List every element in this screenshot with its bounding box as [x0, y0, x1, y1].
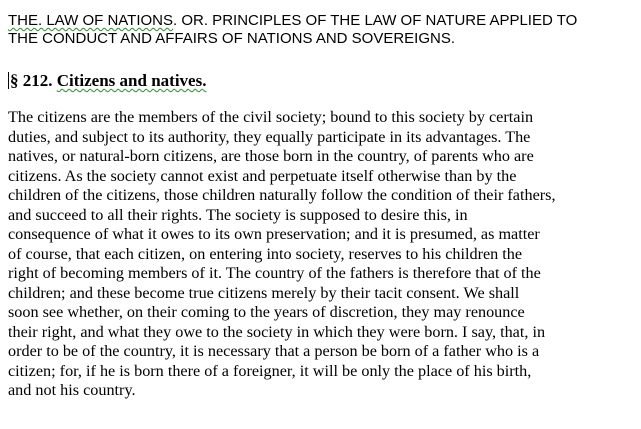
section-number: 212. — [18, 71, 57, 90]
paragraph-line: and succeed to all their rights. The society is supposed to desire this, in — [8, 205, 468, 224]
paragraph-line: citizens. As the society cannot exist and perpetuate itself otherwise than by the — [8, 166, 517, 185]
paragraph-line: citizen; for, if he is born there of a foreigner, it will be only the place of his birth, — [8, 361, 532, 380]
paragraph-line: children; and these become true citizens merely by their tacit consent. We shall — [8, 283, 520, 302]
title-line-2: THE CONDUCT AND AFFAIRS OF NATIONS AND SOVEREIGNS. — [8, 30, 456, 47]
paragraph-line: consequence of what it owes to its own preservation; and it is presumed, as matter — [8, 225, 540, 243]
paragraph-line: children of the citizens, those children naturally follow the condition of their fathers, — [8, 186, 556, 204]
paragraph-line: The citizens are the members of the civil society; bound to this society by certain — [8, 108, 534, 126]
paragraph-line: right of becoming members of it. The country of the fathers is therefore that of the — [8, 264, 541, 282]
paragraph-line: their right, and what they owe to the society in which they were born. I say, that, in — [8, 322, 546, 341]
section-symbol: § — [10, 71, 19, 90]
paragraph-line: soon see whether, on their coming to the years of discretion, they may renounce — [8, 303, 525, 321]
paragraph-line: natives, or natural-born citizens, are those born in the country, of parents who are — [8, 147, 534, 165]
title-segment: . OR. PRINCIPLES OF THE LAW OF NATURE APPLIED TO — [173, 12, 578, 29]
text-cursor — [8, 72, 9, 89]
title-spellcheck-segment: THE. LAW OF NATIONS — [8, 12, 174, 29]
paragraph-line: order to be of the country, it is necessary that a person be born of a father who is a — [8, 342, 540, 360]
paragraph-line: duties, and subject to its authority, they equally participate in its advantages. The — [8, 127, 531, 146]
paragraph-line: of course, that each citizen, on entering into society, reserves to his children the — [8, 244, 523, 263]
section-title: Citizens and natives. — [56, 71, 207, 90]
paragraph-line: and not his country. — [8, 381, 136, 399]
paragraph — [8, 108, 636, 401]
section-heading — [8, 71, 628, 91]
document-title — [8, 12, 636, 48]
